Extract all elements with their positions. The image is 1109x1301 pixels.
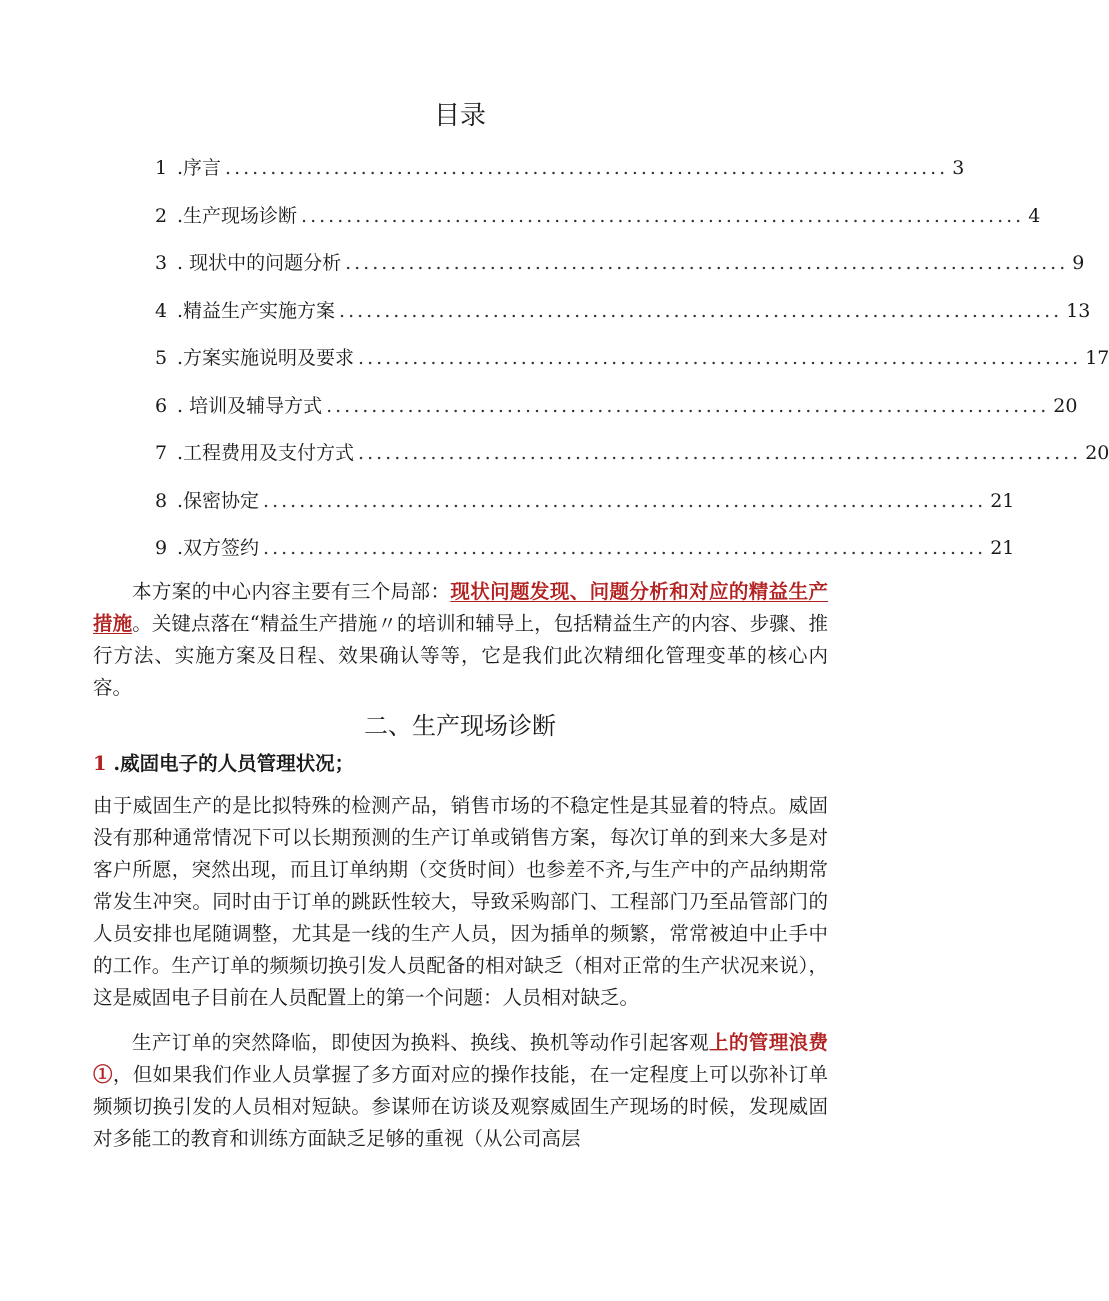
toc-dot-leader: ................................................................................ — [225, 157, 949, 179]
toc-entry-number: 3 — [155, 252, 168, 274]
toc-entry[interactable] — [155, 248, 1085, 278]
sub-heading-number: 1 — [93, 752, 107, 775]
toc-entry[interactable] — [155, 296, 1091, 326]
intro-text-after: 。关键点落在“精益生产措施〃的培训和辅导上，包括精益生产的内容、步骤、推行方法、实施方案及日程、效果确认等等，它是我们此次精细化管理变革的核心内容。 — [93, 612, 828, 699]
toc-entry-label: .方案实施说明及要求 — [177, 347, 355, 369]
toc-dot-leader: ................................................................................ — [345, 252, 1069, 274]
toc-entry-label: . 培训及辅导方式 — [177, 394, 323, 417]
toc-entry-number: 7 — [155, 442, 168, 464]
toc-entry-number: 9 — [155, 537, 168, 559]
toc-entry-label: .精益生产实施方案 — [177, 299, 336, 322]
toc-entry-page: 3 — [952, 157, 965, 179]
toc-title: 目录 — [433, 101, 486, 131]
toc-entry-page: 21 — [990, 537, 1015, 559]
toc-entry[interactable] — [155, 438, 1109, 468]
para2-text-before: 生产订单的突然降临，即使因为换料、换线、换机等动作引起客观 — [132, 1031, 709, 1054]
toc-dot-leader: ................................................................................ — [263, 537, 987, 559]
intro-highlight: 现状问题发现、问题分析和对应的精益生产措施 — [93, 580, 828, 635]
sub-heading — [93, 748, 354, 780]
toc-entry-label: .生产现场诊断 — [177, 204, 298, 227]
toc-dot-leader: ................................................................................ — [263, 489, 987, 512]
para2-highlight: 上的管理浪费① — [93, 1031, 828, 1086]
toc-entry[interactable] — [155, 486, 1015, 516]
toc-entry-page: 21 — [990, 489, 1015, 512]
toc-entry-page: 4 — [1028, 204, 1041, 227]
toc-entry-page: 20 — [1053, 394, 1078, 417]
toc-entry[interactable] — [155, 153, 965, 183]
toc-entry-page: 17 — [1085, 347, 1109, 369]
toc-dot-leader: ................................................................................ — [326, 394, 1050, 417]
section-heading: 二、生产现场诊断 — [364, 712, 556, 740]
toc-entry[interactable] — [155, 391, 1078, 421]
sub-heading-title: .威固电子的人员管理状况； — [113, 752, 355, 775]
toc-dot-leader: ................................................................................ — [339, 299, 1063, 322]
intro-text-before: 本方案的中心内容主要有三个局部： — [132, 580, 451, 603]
intro-paragraph — [93, 576, 828, 704]
toc-dot-leader: ................................................................................ — [358, 347, 1082, 369]
body-paragraph-1: 由于威固生产的是比拟特殊的检测产品，销售市场的不稳定性是其显着的特点。威固没有那种通常情况下可以长期预测的生产订单或销售方案，每次订单的到来大多是对客户所愿，突然出现，而且订单纳期（交货时间）也参差不齐,与生产中的产品纳期常常发生冲突。同时由于订单的跳跃性较大，导致采购部门、工程部门乃至品管部门的人员安排也尾随调整，尤其是一线的生产人员，因为插单的频繁，常常被迫中止手中的工作。生产订单的频频切换引发人员配备的相对缺乏（相对正常的生产状况来说），这是威固电子目前在人员配置上的第一个问题：人员相对缺乏。 — [93, 794, 828, 1009]
toc-entry-label: .保密协定 — [177, 489, 260, 512]
toc-dot-leader: ................................................................................ — [358, 442, 1082, 464]
toc-entry[interactable] — [155, 201, 1041, 231]
toc-entry-label: .双方签约 — [177, 537, 260, 559]
toc-entry-number: 4 — [155, 299, 168, 322]
toc-entry-number: 5 — [155, 347, 168, 369]
body-paragraph-2 — [93, 1027, 828, 1155]
toc-entry-number: 8 — [155, 489, 168, 512]
toc-entry-number: 2 — [155, 204, 168, 227]
toc-entry-number: 1 — [155, 157, 168, 179]
toc-entry-label: .序言 — [177, 157, 222, 179]
toc-entry[interactable] — [155, 533, 1015, 563]
toc-entry-label: . 现状中的问题分析 — [177, 252, 342, 274]
toc-entry-label: .工程费用及支付方式 — [177, 442, 355, 464]
toc-entry-number: 6 — [155, 394, 168, 417]
toc-entry-page: 20 — [1085, 442, 1109, 464]
toc-entry-page: 13 — [1066, 299, 1091, 322]
toc-entry[interactable] — [155, 343, 1109, 373]
toc-entry-page: 9 — [1072, 252, 1085, 274]
para2-text-after: ，但如果我们作业人员掌握了多方面对应的操作技能，在一定程度上可以弥补订单频频切换引发的人员相对短缺。参谋师在访谈及观察威固生产现场的时候，发现威固对多能工的教育和训练方面缺乏足够的重视（从公司高层 — [93, 1063, 828, 1150]
toc-dot-leader: ................................................................................ — [301, 204, 1025, 227]
